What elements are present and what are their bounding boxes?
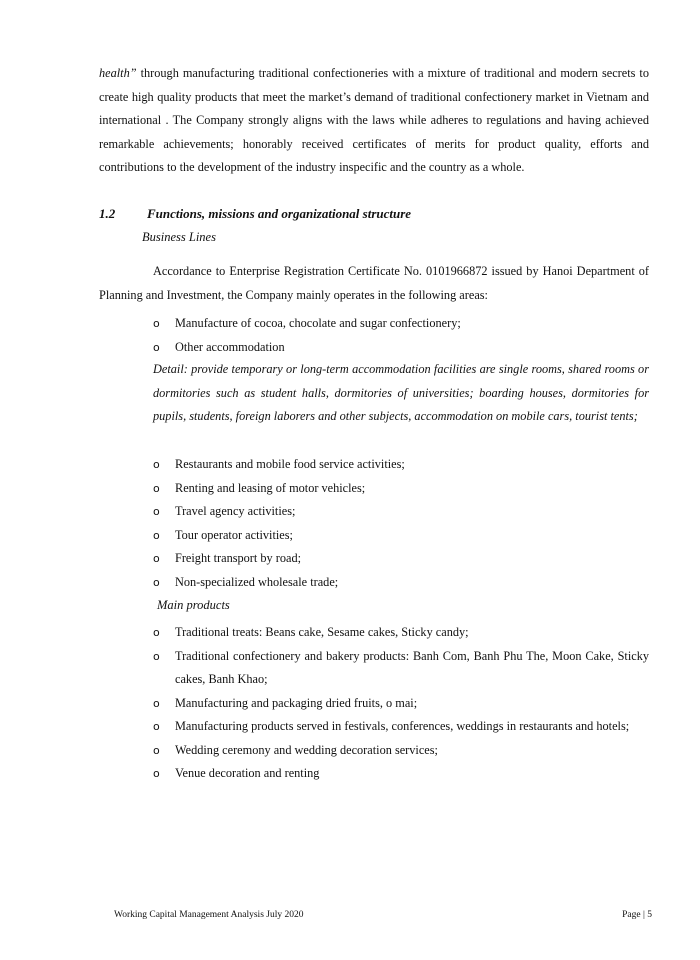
intro-lead-italic: health”	[99, 66, 137, 80]
bullet-icon: o	[153, 481, 160, 495]
list-item: o Tour operator activities;	[153, 524, 649, 548]
list-item: o Traditional confectionery and bakery products: Banh Com, Banh Phu The, Moon Cake, Sticky cakes, Banh Khao;	[153, 645, 649, 692]
bullet-icon: o	[153, 767, 160, 780]
main-products-subheading: Main products	[157, 598, 230, 612]
bullet-icon: o	[153, 720, 160, 733]
accommodation-detail: Detail: provide temporary or long-term accommodation facilities are single rooms, shared rooms or dormitories such as student halls, dormitories of universities; boarding houses, dormitories for pupils, students, foreign laborers and other subjects, accommodation on mobile cars, tourist tents;	[153, 362, 649, 424]
list-item: o Wedding ceremony and wedding decoration services;	[153, 739, 649, 763]
list-item: o Non-specialized wholesale trade;	[153, 571, 649, 595]
page-number: Page | 5	[622, 910, 652, 920]
list-item: o Venue decoration and renting	[153, 762, 649, 786]
business-lines-subheading: Business Lines	[142, 230, 216, 244]
bullet-icon: o	[153, 340, 160, 354]
section-title: Functions, missions and organizational structure	[147, 206, 412, 221]
intro-text: through manufacturing traditional confectioneries with a mixture of traditional and modern secrets to create high quality products that meet the market’s demand of traditional confectionery market in Vietnam and international . The Company strongly aligns with the laws while adheres to regulations and having achieved remarkable achievements; honorably received certificates of merits for product quality, efforts and contributions to the development of the industry inspecific and the country as a whole.	[99, 66, 649, 175]
bullet-icon: o	[153, 696, 160, 710]
bullet-icon: o	[153, 575, 160, 589]
bullet-icon: o	[153, 552, 160, 565]
bullet-icon: o	[153, 626, 160, 639]
list-item: o Manufacturing and packaging dried fruits, o mai;	[153, 692, 649, 716]
bullet-icon: o	[153, 317, 160, 330]
list-item: o Other accommodation	[153, 336, 649, 360]
intro-paragraph	[99, 62, 649, 180]
section-number: 1.2	[99, 206, 116, 221]
list-item: o Manufacturing products served in festivals, conferences, weddings in restaurants and hotels;	[153, 715, 649, 739]
list-item: o Travel agency activities;	[153, 500, 649, 524]
list-item: o Freight transport by road;	[153, 547, 649, 571]
bullet-icon: o	[153, 743, 160, 757]
bullet-icon: o	[153, 458, 160, 471]
business-lines-lead: Accordance to Enterprise Registration Certificate No. 0101966872 issued by Hanoi Department of Planning and Investment, the Company mainly operates in the following areas:	[99, 264, 649, 302]
bullet-icon: o	[153, 649, 160, 663]
list-item: o Renting and leasing of motor vehicles;	[153, 477, 649, 501]
list-item: o Manufacture of cocoa, chocolate and sugar confectionery;	[153, 312, 649, 336]
business-lines-list-b	[153, 453, 649, 594]
bullet-icon: o	[153, 528, 160, 542]
business-lines-list-a	[153, 312, 649, 359]
bullet-icon: o	[153, 505, 160, 518]
list-item: o Traditional treats: Beans cake, Sesame cakes, Sticky candy;	[153, 621, 649, 645]
list-item: o Restaurants and mobile food service activities;	[153, 453, 649, 477]
footer-title: Working Capital Management Analysis July 2020	[114, 910, 304, 920]
main-products-list	[153, 621, 649, 786]
section-heading	[99, 206, 411, 222]
